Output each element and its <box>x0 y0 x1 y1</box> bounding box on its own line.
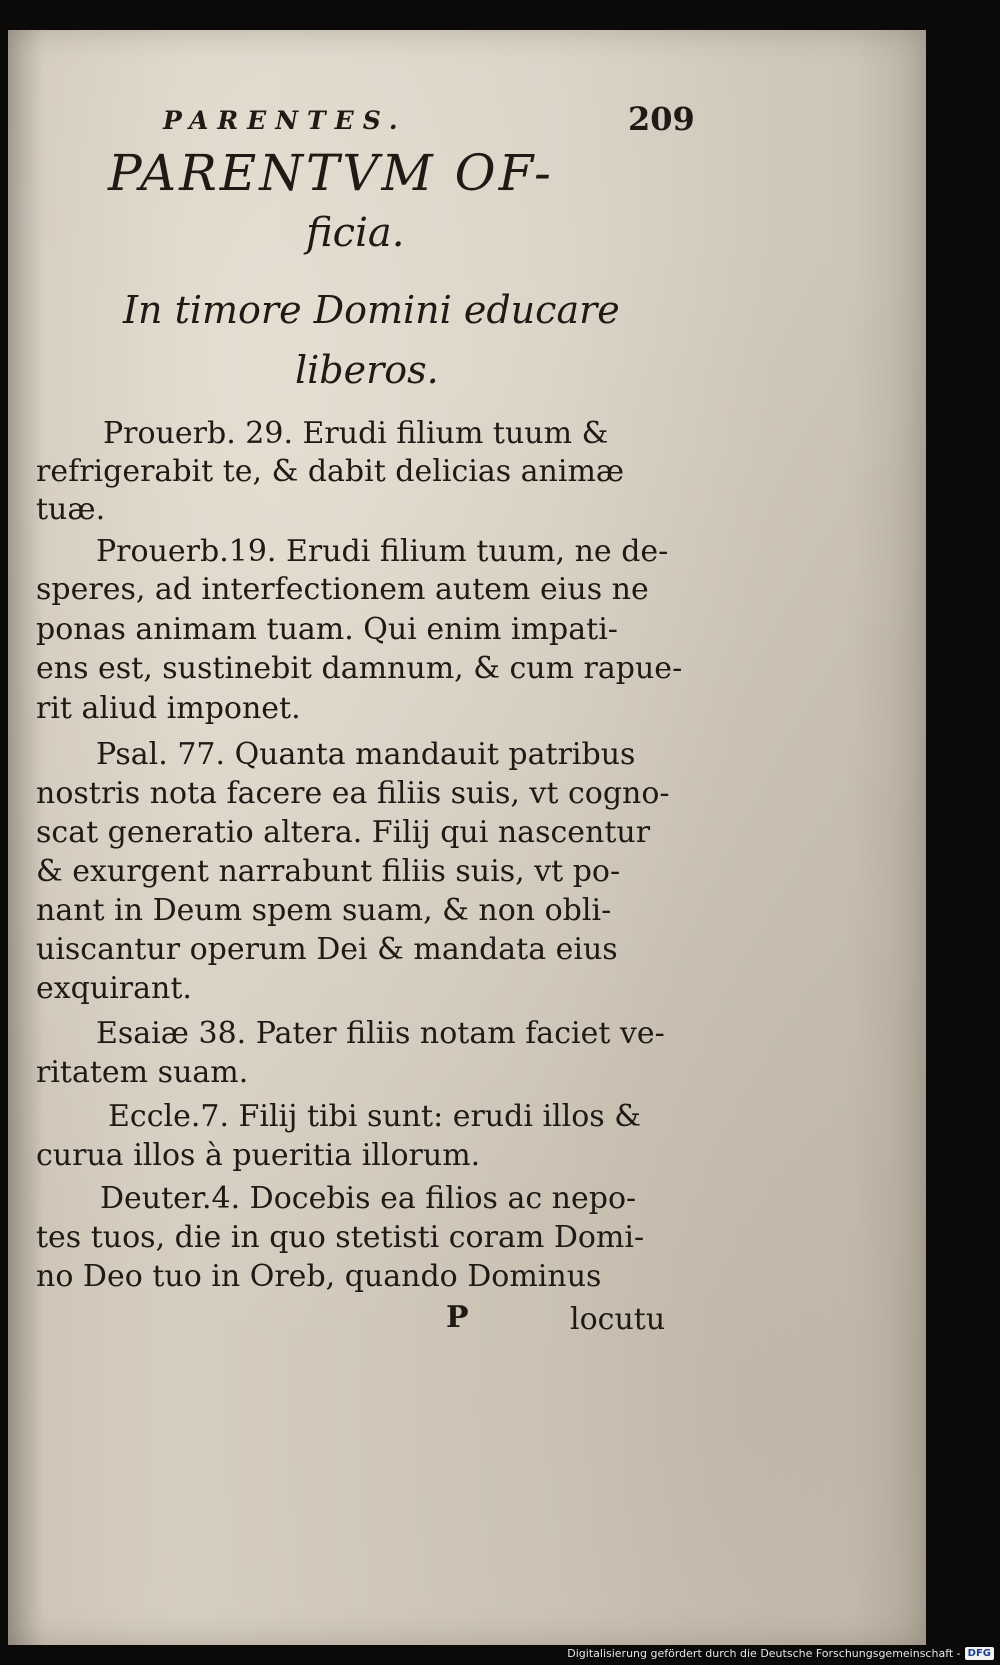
body-line: uiscantur operum Dei & mandata eius <box>36 932 618 967</box>
body-line: ens est, sustinebit damnum, & cum rapue- <box>36 651 683 686</box>
body-line: rit aliud imponet. <box>36 691 301 726</box>
body-line: Eccle.7. Filij tibi sunt: erudi illos & <box>108 1099 641 1134</box>
body-line: ponas animam tuam. Qui enim impati- <box>36 612 618 647</box>
body-line: refrigerabit te, & dabit delicias animæ <box>36 454 625 489</box>
body-line: speres, ad interfectionem autem eius ne <box>36 572 649 607</box>
page-number: 209 <box>628 100 695 138</box>
body-line: Prouerb.19. Erudi filium tuum, ne de- <box>96 534 669 569</box>
page-text <box>8 30 926 1645</box>
digitization-credit <box>567 1643 994 1663</box>
book-page <box>8 30 926 1645</box>
body-line: no Deo tuo in Oreb, quando Dominus <box>36 1259 602 1294</box>
subtitle-line-2: liberos. <box>295 348 439 392</box>
credit-text: Digitalisierung gefördert durch die Deutsche Forschungsgemeinschaft - <box>567 1646 961 1660</box>
body-line: ritatem suam. <box>36 1055 249 1090</box>
body-line: tuæ. <box>36 492 106 527</box>
running-head: PARENTES. <box>163 106 407 135</box>
catchword: locutu <box>570 1302 666 1337</box>
body-line: nostris nota facere ea filiis suis, vt cogno- <box>36 776 670 811</box>
body-line: Deuter.4. Docebis ea filios ac nepo- <box>100 1181 637 1216</box>
signature-mark: P <box>446 1300 469 1335</box>
body-line: nant in Deum spem suam, & non obli- <box>36 893 612 928</box>
body-line: scat generatio altera. Filij qui nascentur <box>36 815 651 850</box>
body-line: curua illos à pueritia illorum. <box>36 1138 481 1173</box>
body-line: & exurgent narrabunt filiis suis, vt po- <box>36 854 621 889</box>
body-line: tes tuos, die in quo stetisti coram Domi- <box>36 1220 645 1255</box>
body-line: Psal. 77. Quanta mandauit patribus <box>96 737 636 772</box>
dfg-logo: DFG <box>965 1647 994 1660</box>
body-line: exquirant. <box>36 971 192 1006</box>
body-line: Prouerb. 29. Erudi filium tuum & <box>103 416 609 451</box>
section-title-line-1: PARENTVM OF- <box>108 144 554 202</box>
section-title-line-2: ficia. <box>306 210 405 256</box>
body-line: Esaiæ 38. Pater filiis notam faciet ve- <box>96 1016 665 1051</box>
subtitle-line-1: In timore Domini educare <box>123 288 620 332</box>
